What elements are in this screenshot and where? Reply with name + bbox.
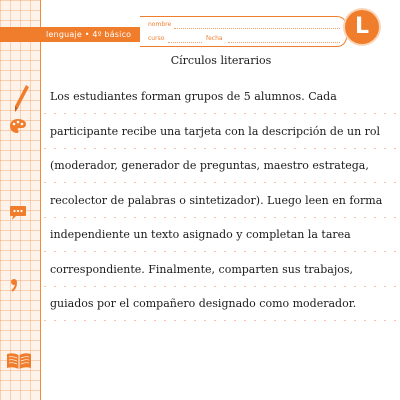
page-title: Círculos literarios	[170, 54, 272, 67]
instruction-paragraph: Los estudiantes forman grupos de 5 alumnos. Cada participante recibe una tarjeta con la descripción de un rol (moderador, generador de preguntas, maestro estratega, recolector de palabras o sintetizador). Luego leen en forma independiente un texto asignado y completan la tarea correspondiente. Finalmente, comparten sus trabajos, guiados por el compañero designado como moderador.	[50, 90, 383, 310]
subject-badge: L	[345, 10, 379, 44]
fecha-label: fecha	[206, 35, 223, 42]
header-subject: lenguaje • 4º básico	[46, 30, 132, 39]
nombre-label: nombre	[148, 21, 172, 28]
speech-bubble-icon	[9, 205, 27, 221]
curso-field[interactable]	[168, 42, 202, 43]
fecha-field[interactable]	[228, 42, 340, 43]
nombre-field[interactable]	[174, 28, 340, 29]
student-info-box	[140, 16, 347, 47]
comma-icon	[10, 278, 18, 292]
margin-line	[40, 0, 41, 400]
grid-margin	[0, 0, 40, 400]
open-book-icon	[6, 352, 32, 370]
pencil-icon	[12, 84, 30, 114]
curso-label: curso	[148, 35, 165, 42]
paint-palette-icon	[9, 118, 27, 134]
